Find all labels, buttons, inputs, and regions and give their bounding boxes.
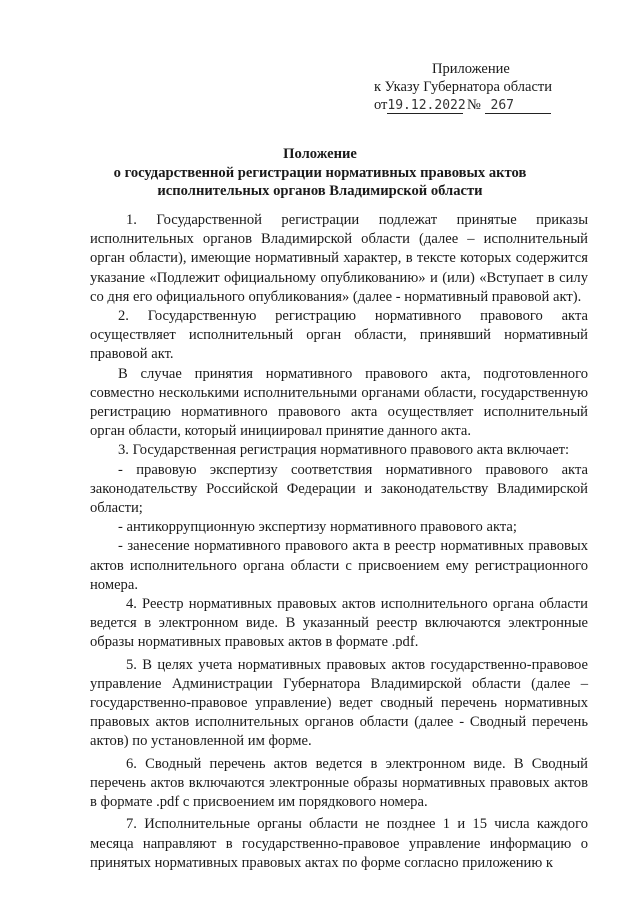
document-body [90,211,588,873]
paragraph-5: 5. В целях учета нормативных правовых актов государственно-правовое управление Администрации Губернатора Владимирской области (далее – государственно-правовое управление) ведет сводный перечень нормативных правовых актов исполнительных органов области (далее - Сводный перечень актов) по установленной им форме. [90,656,588,750]
paragraph-2: 2. Государственную регистрацию нормативного правового акта осуществляет исполнительный орган области, принявший нормативный правовой акт. [90,308,588,363]
annex-number: 267 [485,98,551,114]
paragraph-6: 6. Сводный перечень актов ведется в электронном виде. В Сводный перечень актов включаются электронные образы нормативных правовых актов в формате .pdf с присвоением им порядкового номера. [90,755,588,811]
title-line-1: Положение [283,146,357,162]
title-line-3: исполнительных органов Владимирской области [157,183,483,199]
document-title [92,145,548,201]
paragraph-3-item-anticorruption: - антикоррупционную экспертизу нормативного правового акта; [118,519,517,536]
paragraph-3: 3. Государственная регистрация нормативного правового акта включает: [118,442,570,459]
paragraph-2-joint: В случае принятия нормативного правового акта, подготовленного совместно несколькими исполнительными органами области, государственную регистрацию нормативного правового акта осуществляет исполнительный орган области, который инициировал принятие данного акта. [90,365,588,440]
title-line-2: о государственной регистрации нормативных правовых актов [113,164,527,181]
paragraph-1: 1. Государственной регистрации подлежат принятые приказы исполнительных органов Владимирской области (далее – исполнительный орган области), имеющие нормативный характер, в тексте которых содержится указание «Подлежит официальному опубликованию» и (или) «Вступает в силу со дня его официального опубликования» (далее - нормативный правовой акт). [90,212,588,305]
annex-date: 19.12.2022 [387,98,466,113]
paragraph-3-item-legal: - правовую экспертизу соответствия нормативного правового акта законодательству Российской Федерации и законодательству Владимирской области; [90,461,588,517]
paragraph-7: 7. Исполнительные органы области не позднее 1 и 15 числа каждого месяца направляют в государственно-правовое управление информацию о принятых нормативных правовых актах по форме согласно приложению к [90,816,588,871]
annex-decree-ref: к Указу Губернатора области [374,79,552,95]
annex-from-prefix: от [374,97,388,113]
paragraph-3-item-registry: - занесение нормативного правового акта в реестр нормативных правовых актов исполнительного органа области с присвоением ему регистрационного номера. [90,538,588,593]
annex-label: Приложение [432,61,510,77]
annex-block [374,60,624,114]
annex-number-sign: № [467,97,481,113]
annex-date-line [374,96,624,114]
paragraph-4: 4. Реестр нормативных правовых актов исполнительного органа области ведется в электронном виде. В указанный реестр включаются электронные образы нормативных правовых актов в формате .pdf. [90,596,588,651]
